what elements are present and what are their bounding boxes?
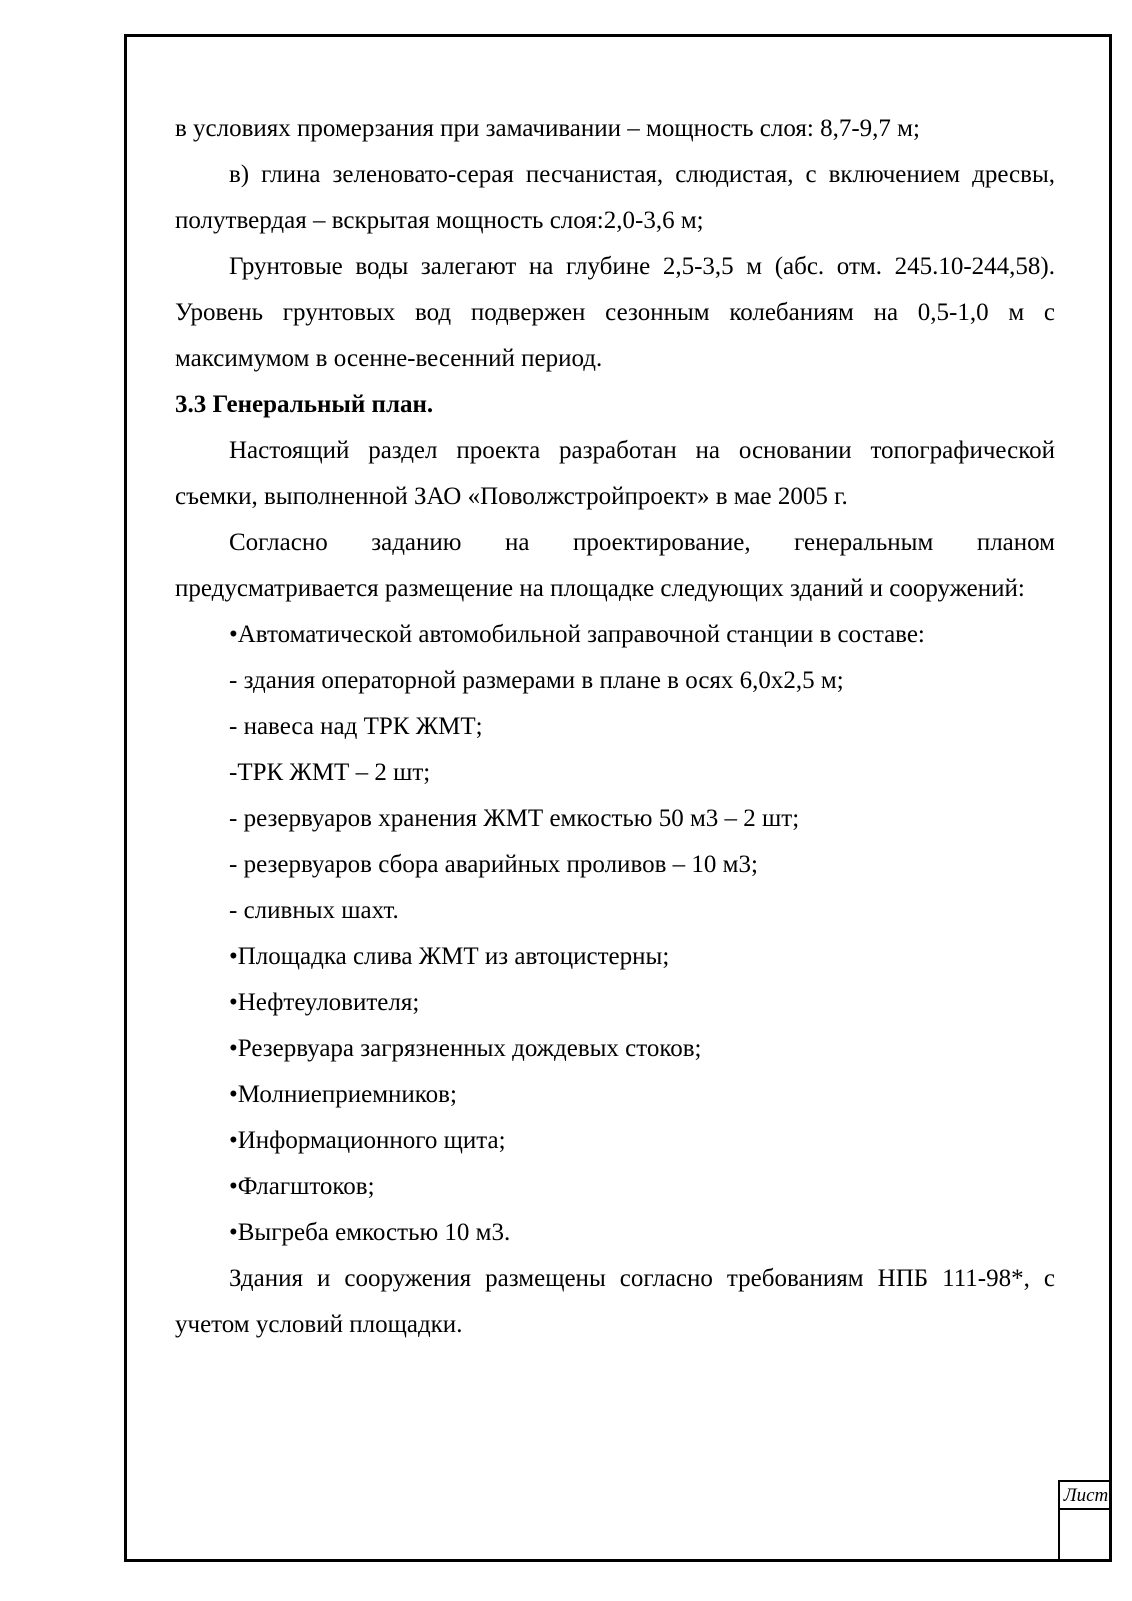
- paragraph-assignment: Согласно заданию на проектирование, генеральным планом предусматривается размещение на площадке следующих зданий и сооружений:: [175, 529, 1055, 602]
- list-item: -ТРК ЖМТ – 2 шт;: [229, 759, 431, 786]
- list-item: •Площадка слива ЖМТ из автоцистерны;: [229, 943, 670, 970]
- document-body: [175, 106, 1055, 1348]
- list-item: - сливных шахт.: [229, 897, 399, 924]
- sheet-label: Лист: [1060, 1480, 1112, 1510]
- paragraph-soil-condition: в условиях промерзания при замачивании – мощность слоя: 8,7-9,7 м;: [175, 115, 920, 142]
- list-item: •Молниеприемников;: [229, 1081, 457, 1108]
- list-item: - навеса над ТРК ЖМТ;: [229, 713, 483, 740]
- section-heading: 3.3 Генеральный план.: [175, 391, 434, 418]
- list-item: •Выгреба емкостью 10 м3.: [229, 1219, 511, 1246]
- list-item: - здания операторной размерами в плане в осях 6,0х2,5 м;: [229, 667, 844, 694]
- paragraph-survey: Настоящий раздел проекта разработан на основании топографической съемки, выполненной ЗАО «Поволжстройпроект» в мае 2005 г.: [175, 437, 1055, 510]
- list-item: •Флагштоков;: [229, 1173, 375, 1200]
- list-item: •Автоматической автомобильной заправочной станции в составе:: [229, 621, 925, 648]
- list-item: - резервуаров сбора аварийных проливов – 10 м3;: [229, 851, 758, 878]
- list-item: •Резервуара загрязненных дождевых стоков;: [229, 1035, 702, 1062]
- sheet-number-stamp: [1058, 1480, 1112, 1562]
- list-item: - резервуаров хранения ЖМТ емкостью 50 м3 – 2 шт;: [229, 805, 800, 832]
- paragraph-groundwater: Грунтовые воды залегают на глубине 2,5-3,5 м (абс. отм. 245.10-244,58). Уровень грунтовых вод подвержен сезонным колебаниям на 0,5-1,0 м с максимумом в осенне-весенний период.: [175, 253, 1055, 372]
- list-item: •Нефтеуловителя;: [229, 989, 420, 1016]
- paragraph-placement: Здания и сооружения размещены согласно требованиям НПБ 111-98*, с учетом условий площадки.: [175, 1265, 1055, 1338]
- list-item: •Информационного щита;: [229, 1127, 506, 1154]
- paragraph-clay-layer: в) глина зеленовато-серая песчанистая, слюдистая, с включением дресвы, полутвердая – вскрытая мощность слоя:2,0-3,6 м;: [175, 161, 1055, 234]
